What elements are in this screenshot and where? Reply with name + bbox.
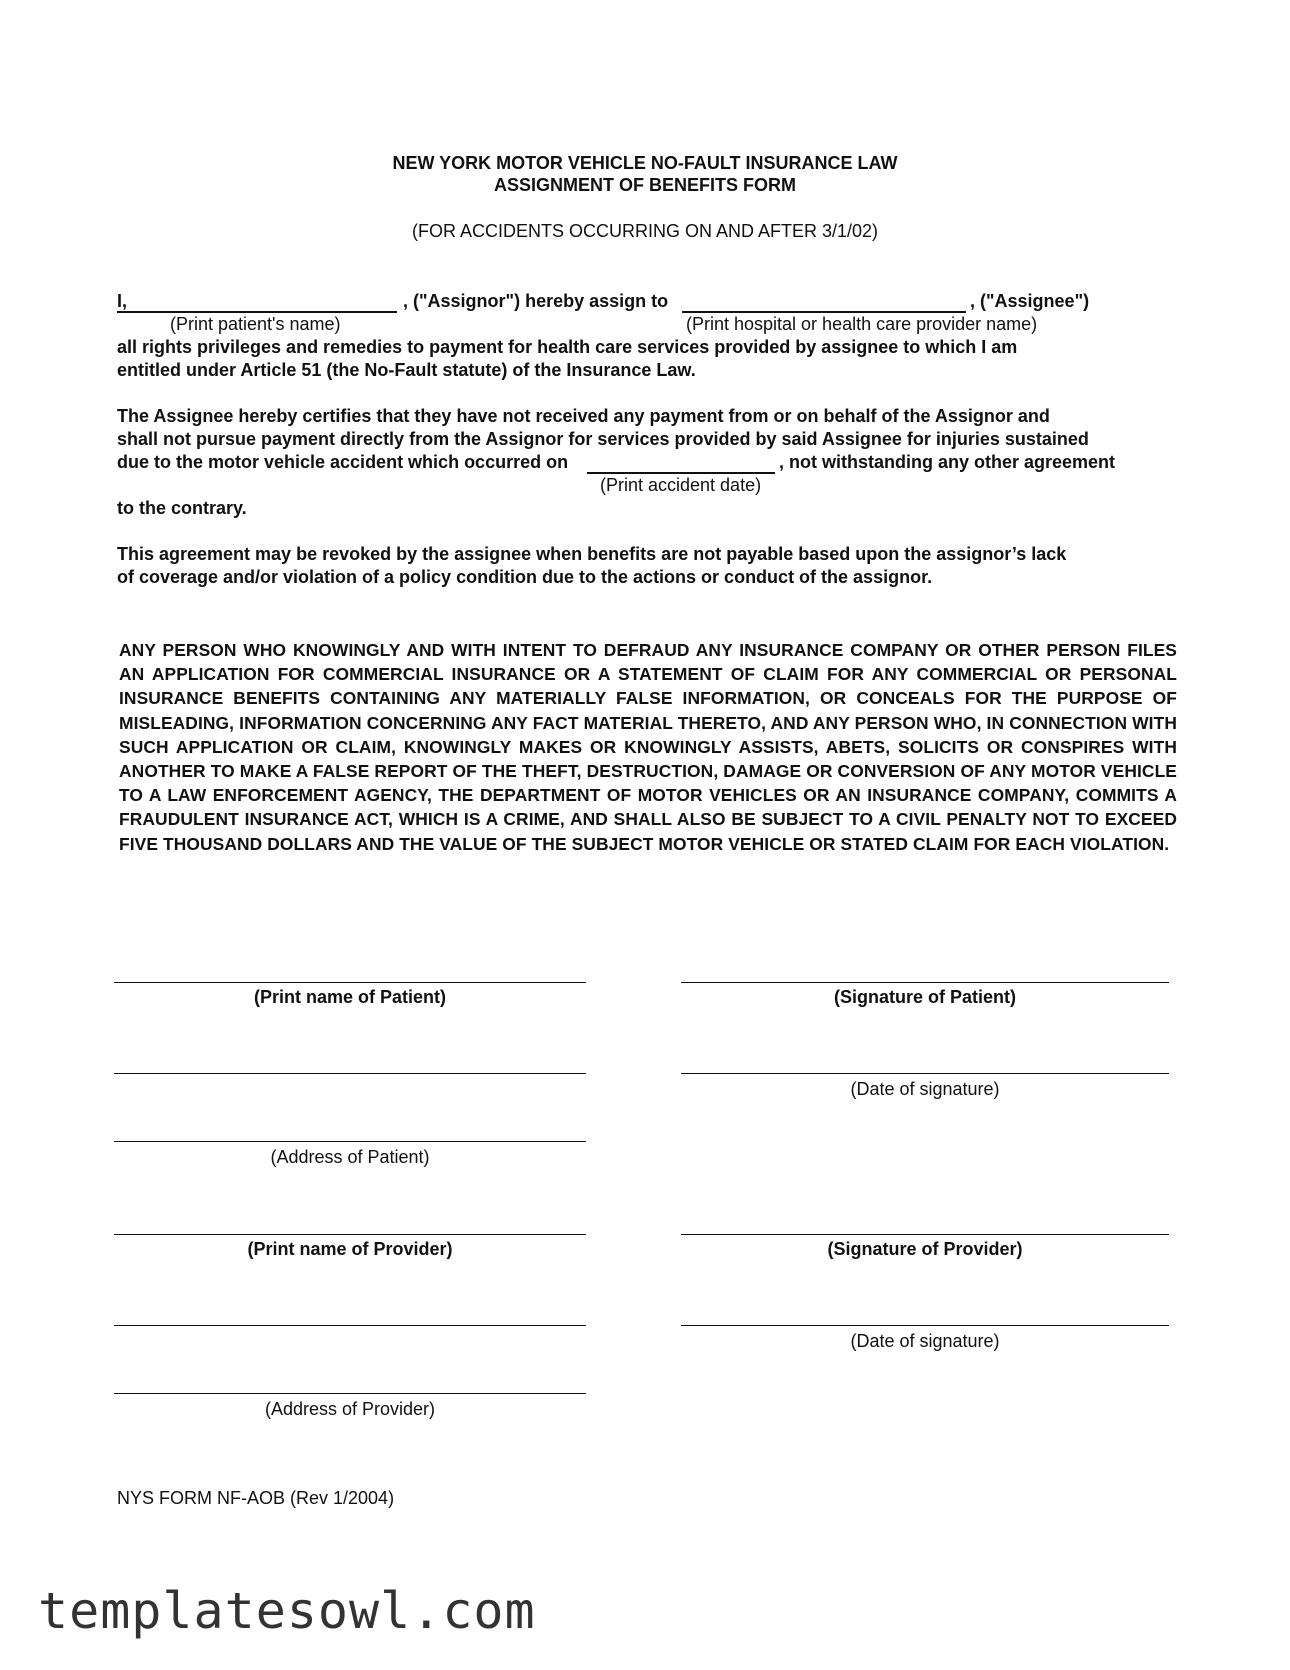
patient-address-line[interactable] <box>114 1141 586 1142</box>
certification-line3-pre: due to the motor vehicle accident which occurred on <box>117 452 569 472</box>
provider-signature-line[interactable] <box>681 1234 1169 1235</box>
certification-line3-post: , not withstanding any other agreement <box>779 452 1116 472</box>
assignment-prefix: I, <box>117 291 128 311</box>
patient-date-label: (Date of signature) <box>850 1079 1000 1099</box>
assignor-text: , ("Assignor") hereby assign to <box>403 291 669 311</box>
revocation-line2: of coverage and/or violation of a policy condition due to the actions or conduct of the assignor. <box>117 567 933 587</box>
fraud-warning: ANY PERSON WHO KNOWINGLY AND WITH INTENT TO DEFRAUD ANY INSURANCE COMPANY OR OTHER PERSON FILES AN APPLICATION FOR COMMERCIAL INSURANCE OR A STATEMENT OF CLAIM FOR ANY COMMERCIAL OR PERSONAL INSURANCE BENEFITS CONTAINING ANY MATERIALLY FALSE INFORMATION, OR CONCEALS FOR THE PURPOSE OF MISLEADING, INFORMATION CONCERNING ANY FACT MATERIAL THERETO, AND ANY PERSON WHO, IN CONNECTION WITH SUCH APPLICATION OR CLAIM, KNOWINGLY MAKES OR KNOWINGLY ASSISTS, ABETS, SOLICITS OR CONSPIRES WITH ANOTHER TO MAKE A FALSE REPORT OF THE THEFT, DESTRUCTION, DAMAGE OR CONVERSION OF ANY MOTOR VEHICLE TO A LAW ENFORCEMENT AGENCY, THE DEPARTMENT OF MOTOR VEHICLES OR AN INSURANCE COMPANY, COMMITS A FRAUDULENT INSURANCE ACT, WHICH IS A CRIME, AND SHALL ALSO BE SUBJECT TO A CIVIL PENALTY NOT TO EXCEED FIVE THOUSAND DOLLARS AND THE VALUE OF THE SUBJECT MOTOR VEHICLE OR STATED CLAIM FOR EACH VIOLATION. <box>119 640 1177 854</box>
patient-address-label: (Address of Patient) <box>270 1147 430 1167</box>
patient-signature-label: (Signature of Patient) <box>833 987 1016 1007</box>
certification-line2: shall not pursue payment directly from the Assignor for services provided by said Assignee for injuries sustained <box>117 429 1089 449</box>
provider-extra-line[interactable] <box>114 1325 586 1326</box>
provider-name-label: (Print name of Provider) <box>247 1239 453 1259</box>
form-title-line2: ASSIGNMENT OF BENEFITS FORM <box>493 175 796 195</box>
provider-address-line[interactable] <box>114 1393 586 1394</box>
provider-date-line[interactable] <box>681 1325 1169 1326</box>
form-title-line1: NEW YORK MOTOR VEHICLE NO-FAULT INSURANCE LAW <box>392 153 898 173</box>
provider-name-signature-line[interactable] <box>114 1234 586 1235</box>
assignment-line4: entitled under Article 51 (the No-Fault statute) of the Insurance Law. <box>117 360 696 380</box>
patient-name-signature-line[interactable] <box>114 982 586 983</box>
assignee-text: , ("Assignee") <box>970 291 1090 311</box>
patient-name-label: (Print name of Patient) <box>253 987 446 1007</box>
provider-signature-label: (Signature of Provider) <box>827 1239 1023 1259</box>
provider-name-caption: (Print hospital or health care provider name) <box>686 314 1038 334</box>
certification-line4: to the contrary. <box>117 498 247 518</box>
form-subtitle: (FOR ACCIDENTS OCCURRING ON AND AFTER 3/1/02) <box>411 221 879 241</box>
assignment-line3: all rights privileges and remedies to payment for health care services provided by assignee to which I am <box>117 337 1018 357</box>
provider-date-label: (Date of signature) <box>850 1331 1000 1351</box>
certification-line1: The Assignee hereby certifies that they have not received any payment from or on behalf of the Assignor and <box>117 406 1050 426</box>
patient-date-line[interactable] <box>681 1073 1169 1074</box>
watermark: templatesowl.com <box>38 1582 536 1640</box>
accident-date-caption: (Print accident date) <box>600 475 762 495</box>
revocation-line1: This agreement may be revoked by the assignee when benefits are not payable based upon the assignor’s lack <box>117 544 1067 564</box>
patient-name-caption: (Print patient's name) <box>170 314 341 334</box>
patient-extra-line[interactable] <box>114 1073 586 1074</box>
provider-address-label: (Address of Provider) <box>264 1399 436 1419</box>
form-id: NYS FORM NF-AOB (Rev 1/2004) <box>117 1488 395 1508</box>
patient-signature-line[interactable] <box>681 982 1169 983</box>
